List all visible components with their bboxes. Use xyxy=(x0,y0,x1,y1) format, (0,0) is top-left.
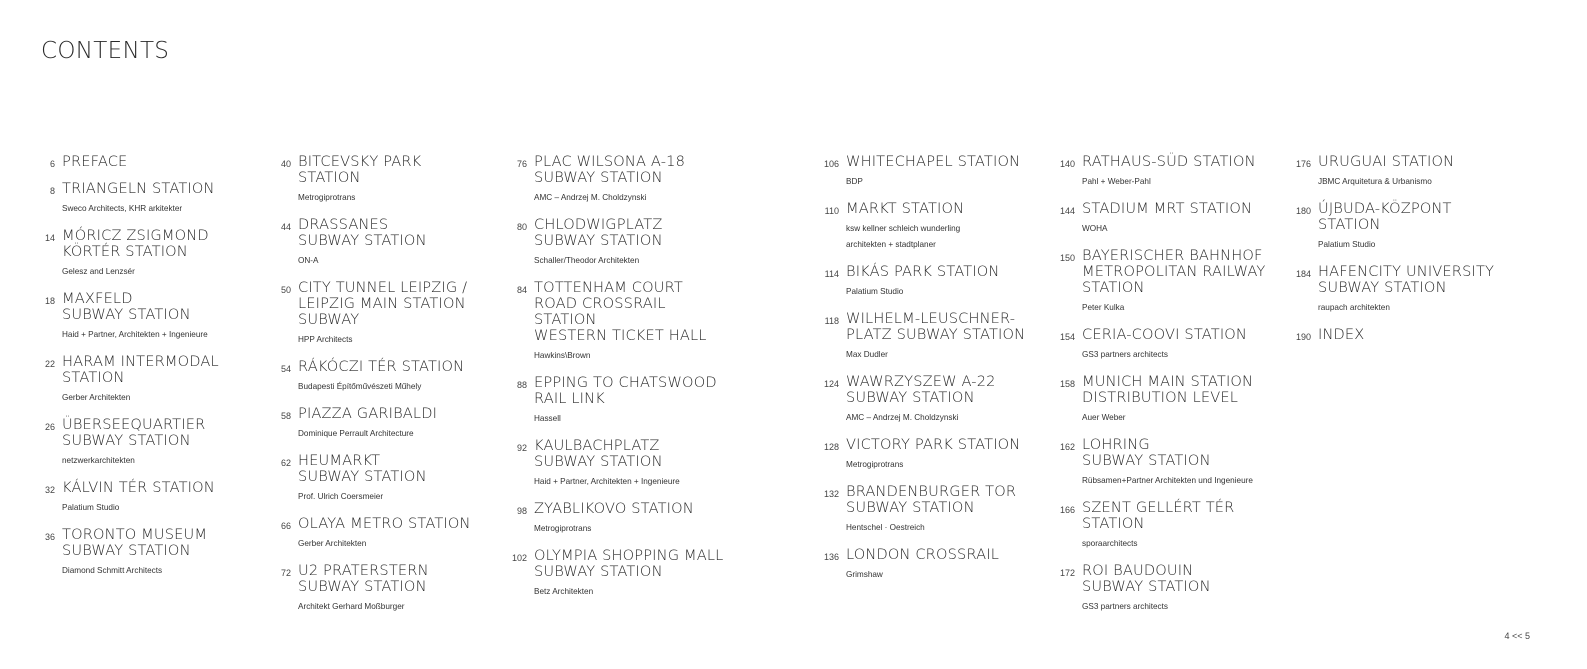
toc-entry[interactable] xyxy=(503,375,738,427)
entry-title: ÚJBUDA-KÖZPONT STATION xyxy=(1318,200,1452,233)
entry-page-number: 172 xyxy=(1059,568,1075,578)
entry-page-number: 176 xyxy=(1295,159,1311,169)
toc-entry[interactable] xyxy=(1051,563,1286,615)
toc-column xyxy=(31,154,266,590)
entry-title: BIKÁS PARK STATION xyxy=(846,263,1000,280)
entry-page-number: 166 xyxy=(1059,505,1075,515)
entry-page-number: 140 xyxy=(1059,159,1075,169)
entry-page-number: 98 xyxy=(516,506,527,516)
entry-page-number: 50 xyxy=(280,285,291,295)
entry-author: Rübsamen+Partner Architekten und Ingenieure xyxy=(1082,476,1253,485)
toc-entry[interactable] xyxy=(1287,154,1522,190)
toc-entry[interactable] xyxy=(31,417,266,469)
entry-page-number: 62 xyxy=(280,458,291,468)
toc-entry[interactable] xyxy=(267,359,502,395)
entry-title: TORONTO MUSEUM SUBWAY STATION xyxy=(62,526,208,559)
toc-entry[interactable] xyxy=(503,548,738,600)
entry-author: Sweco Architects, KHR arkitekter xyxy=(62,204,183,213)
entry-title: CHLODWIGPLATZ SUBWAY STATION xyxy=(534,216,663,249)
entry-page-number: 84 xyxy=(516,285,527,295)
entry-title: WHITECHAPEL STATION xyxy=(846,153,1021,170)
toc-entry[interactable] xyxy=(815,374,1050,426)
page-number-footer: 4 << 5 xyxy=(1504,631,1530,641)
entry-author: Gerber Architekten xyxy=(62,393,131,402)
toc-entry[interactable] xyxy=(815,437,1050,473)
entry-author: Metrogiprotrans xyxy=(846,460,904,469)
toc-entry[interactable] xyxy=(1051,154,1286,190)
entry-page-number: 118 xyxy=(824,316,839,326)
entry-title: MARKT STATION xyxy=(846,200,965,217)
toc-entry[interactable] xyxy=(31,291,266,343)
toc-entry[interactable] xyxy=(267,516,502,552)
table-of-contents xyxy=(0,154,1587,624)
entry-title: TRIANGELN STATION xyxy=(62,180,215,197)
toc-entry[interactable] xyxy=(267,217,502,269)
toc-entry[interactable] xyxy=(267,453,502,505)
entry-page-number: 102 xyxy=(511,553,527,563)
toc-entry[interactable] xyxy=(503,217,738,269)
entry-title: ÜBERSEEQUARTIER SUBWAY STATION xyxy=(62,416,206,449)
entry-author: Diamond Schmitt Architects xyxy=(62,566,163,575)
entry-author: Palatium Studio xyxy=(1318,240,1376,249)
entry-title: BRANDENBURGER TOR SUBWAY STATION xyxy=(846,483,1017,516)
entry-page-number: 72 xyxy=(280,568,291,578)
entry-title: RATHAUS-SÜD STATION xyxy=(1082,153,1256,170)
entry-page-number: 132 xyxy=(823,489,839,499)
toc-entry[interactable] xyxy=(31,354,266,406)
entry-page-number: 58 xyxy=(280,411,291,421)
toc-entry[interactable] xyxy=(1287,327,1522,343)
entry-title: STADIUM MRT STATION xyxy=(1082,200,1253,217)
toc-entry[interactable] xyxy=(503,438,738,490)
entry-author: netzwerkarchitekten xyxy=(62,456,135,465)
entry-author: Prof. Ulrich Coersmeier xyxy=(298,492,384,501)
toc-column xyxy=(503,154,738,611)
toc-entry[interactable] xyxy=(267,154,502,206)
toc-entry[interactable] xyxy=(815,547,1050,583)
entry-author: Metrogiprotrans xyxy=(534,524,592,533)
entry-title: EPPING TO CHATSWOOD RAIL LINK xyxy=(534,374,717,407)
entry-author: Palatium Studio xyxy=(62,503,120,512)
entry-author: AMC – Andrzej M. Choldzynski xyxy=(846,413,959,422)
entry-page-number: 154 xyxy=(1059,332,1075,342)
toc-entry[interactable] xyxy=(31,527,266,579)
entry-page-number: 190 xyxy=(1295,332,1311,342)
entry-title: LONDON CROSSRAIL xyxy=(846,546,1000,563)
entry-author: Hawkins\Brown xyxy=(534,351,591,360)
toc-entry[interactable] xyxy=(1287,264,1522,316)
entry-page-number: 44 xyxy=(280,222,291,232)
toc-column xyxy=(1287,154,1522,354)
entry-page-number: 54 xyxy=(280,364,291,374)
toc-entry[interactable] xyxy=(815,311,1050,363)
entry-page-number: 26 xyxy=(44,422,55,432)
toc-entry[interactable] xyxy=(1051,437,1286,489)
entry-title: KAULBACHPLATZ SUBWAY STATION xyxy=(534,437,663,470)
entry-page-number: 114 xyxy=(824,269,839,279)
toc-entry[interactable] xyxy=(31,480,266,516)
toc-entry[interactable] xyxy=(1051,327,1286,363)
entry-page-number: 184 xyxy=(1295,269,1311,279)
entry-title: TOTTENHAM COURT ROAD CROSSRAIL STATION WESTERN TICKET HALL xyxy=(534,279,707,344)
entry-page-number: 106 xyxy=(823,159,839,169)
entry-author: Betz Architekten xyxy=(534,587,594,596)
entry-author: BDP xyxy=(846,177,863,186)
entry-title: KÁLVIN TÉR STATION xyxy=(62,479,215,496)
entry-page-number: 66 xyxy=(280,521,291,531)
entry-title: VICTORY PARK STATION xyxy=(846,436,1021,453)
toc-entry[interactable] xyxy=(267,280,502,348)
entry-author: AMC – Andrzej M. Choldzynski xyxy=(534,193,647,202)
entry-author: Schaller/Theodor Architekten xyxy=(534,256,640,265)
entry-title: DRASSANES SUBWAY STATION xyxy=(298,216,427,249)
entry-title: HAFENCITY UNIVERSITY SUBWAY STATION xyxy=(1318,263,1495,296)
entry-title: CITY TUNNEL LEIPZIG / LEIPZIG MAIN STATION SUBWAY xyxy=(298,279,468,328)
entry-page-number: 22 xyxy=(44,359,55,369)
entry-page-number: 128 xyxy=(823,442,839,452)
entry-author: GS3 partners architects xyxy=(1082,602,1169,611)
entry-title: CERIA-COOVI STATION xyxy=(1082,326,1247,343)
entry-title: PREFACE xyxy=(62,153,128,170)
entry-page-number: 32 xyxy=(44,485,55,495)
entry-title: MÓRICZ ZSIGMOND KÖRTÉR STATION xyxy=(62,227,209,260)
toc-column xyxy=(1051,154,1286,626)
toc-entry[interactable] xyxy=(267,563,502,615)
entry-title: OLYMPIA SHOPPING MALL SUBWAY STATION xyxy=(534,547,724,580)
entry-page-number: 80 xyxy=(516,222,527,232)
entry-author: GS3 partners architects xyxy=(1082,350,1169,359)
toc-entry[interactable] xyxy=(1051,201,1286,237)
entry-author: WOHA xyxy=(1082,224,1108,233)
entry-title: MUNICH MAIN STATION DISTRIBUTION LEVEL xyxy=(1082,373,1254,406)
entry-author: Max Dudler xyxy=(846,350,888,359)
entry-title: HARAM INTERMODAL STATION xyxy=(62,353,219,386)
toc-entry[interactable] xyxy=(31,181,266,217)
toc-entry[interactable] xyxy=(815,264,1050,300)
entry-author: Haid + Partner, Architekten + Ingenieure xyxy=(62,330,208,339)
entry-title: SZENT GELLÉRT TÉR STATION xyxy=(1082,499,1235,532)
entry-author: Pahl + Weber-Pahl xyxy=(1082,177,1151,186)
toc-entry[interactable] xyxy=(1051,500,1286,552)
entry-page-number: 110 xyxy=(824,206,839,216)
entry-author: Gerber Architekten xyxy=(298,539,367,548)
entry-page-number: 76 xyxy=(516,159,527,169)
entry-title: U2 PRATERSTERN SUBWAY STATION xyxy=(298,562,429,595)
entry-title: LOHRING SUBWAY STATION xyxy=(1082,436,1211,469)
toc-entry[interactable] xyxy=(815,201,1050,253)
entry-author: Haid + Partner, Architekten + Ingenieure xyxy=(534,477,680,486)
entry-title: BITCEVSKY PARK STATION xyxy=(298,153,422,186)
toc-entry[interactable] xyxy=(503,501,738,537)
entry-page-number: 88 xyxy=(516,380,527,390)
entry-author: Hassell xyxy=(534,414,561,423)
entry-title: HEUMARKT SUBWAY STATION xyxy=(298,452,427,485)
toc-entry[interactable] xyxy=(31,228,266,280)
entry-author: Hentschel · Oestreich xyxy=(846,523,925,532)
entry-page-number: 18 xyxy=(44,296,55,306)
toc-entry[interactable] xyxy=(815,484,1050,536)
entry-author: Metrogiprotrans xyxy=(298,193,356,202)
entry-author: Grimshaw xyxy=(846,570,883,579)
entry-page-number: 162 xyxy=(1059,442,1075,452)
toc-entry[interactable] xyxy=(1287,201,1522,253)
entry-page-number: 180 xyxy=(1295,206,1311,216)
entry-page-number: 124 xyxy=(823,379,839,389)
entry-author: Auer Weber xyxy=(1082,413,1126,422)
entry-page-number: 36 xyxy=(44,532,55,542)
entry-title: PIAZZA GARIBALDI xyxy=(298,405,438,422)
entry-page-number: 144 xyxy=(1059,206,1075,216)
entry-page-number: 136 xyxy=(823,552,839,562)
entry-title: RÁKÓCZI TÉR STATION xyxy=(298,358,465,375)
toc-entry[interactable] xyxy=(1051,248,1286,316)
entry-title: WILHELM-LEUSCHNER- PLATZ SUBWAY STATION xyxy=(846,310,1026,343)
toc-entry[interactable] xyxy=(1051,374,1286,426)
entry-author: ON-A xyxy=(298,256,319,265)
entry-author: ksw kellner schleich wunderling architekten + stadtplaner xyxy=(846,224,961,249)
entry-author: HPP Architects xyxy=(298,335,353,344)
entry-title: PLAC WILSONA A-18 SUBWAY STATION xyxy=(534,153,686,186)
entry-title: URUGUAI STATION xyxy=(1318,153,1455,170)
entry-title: ZYABLIKOVO STATION xyxy=(534,500,694,517)
entry-author: Peter Kulka xyxy=(1082,303,1125,312)
entry-author: raupach architekten xyxy=(1318,303,1390,312)
entry-author: Dominique Perrault Architecture xyxy=(298,429,414,438)
entry-title: WAWRZYSZEW A-22 SUBWAY STATION xyxy=(846,373,996,406)
toc-column xyxy=(267,154,502,626)
toc-entry[interactable] xyxy=(31,154,266,170)
entry-page-number: 158 xyxy=(1059,379,1075,389)
entry-page-number: 150 xyxy=(1059,253,1075,263)
toc-entry[interactable] xyxy=(503,280,738,364)
page-title: CONTENTS xyxy=(41,38,170,64)
toc-entry[interactable] xyxy=(815,154,1050,190)
toc-entry[interactable] xyxy=(503,154,738,206)
entry-title: INDEX xyxy=(1318,326,1365,343)
entry-page-number: 14 xyxy=(44,233,55,243)
entry-author: sporaarchitects xyxy=(1082,539,1138,548)
entry-title: BAYERISCHER BAHNHOF METROPOLITAN RAILWAY STATION xyxy=(1082,247,1266,296)
entry-title: OLAYA METRO STATION xyxy=(298,515,471,532)
entry-author: Budapesti Építőművészeti Műhely xyxy=(298,382,422,391)
entry-page-number: 40 xyxy=(280,159,291,169)
entry-title: ROI BAUDOUIN SUBWAY STATION xyxy=(1082,562,1211,595)
entry-page-number: 8 xyxy=(49,186,55,196)
entry-page-number: 6 xyxy=(49,159,55,169)
toc-entry[interactable] xyxy=(267,406,502,442)
entry-page-number: 92 xyxy=(516,443,527,453)
entry-author: Architekt Gerhard Moßburger xyxy=(298,602,405,611)
entry-author: JBMC Arquitetura & Urbanismo xyxy=(1318,177,1432,186)
toc-column xyxy=(815,154,1050,594)
entry-title: MAXFELD SUBWAY STATION xyxy=(62,290,191,323)
entry-author: Gelesz and Lenzsér xyxy=(62,267,135,276)
entry-author: Palatium Studio xyxy=(846,287,904,296)
